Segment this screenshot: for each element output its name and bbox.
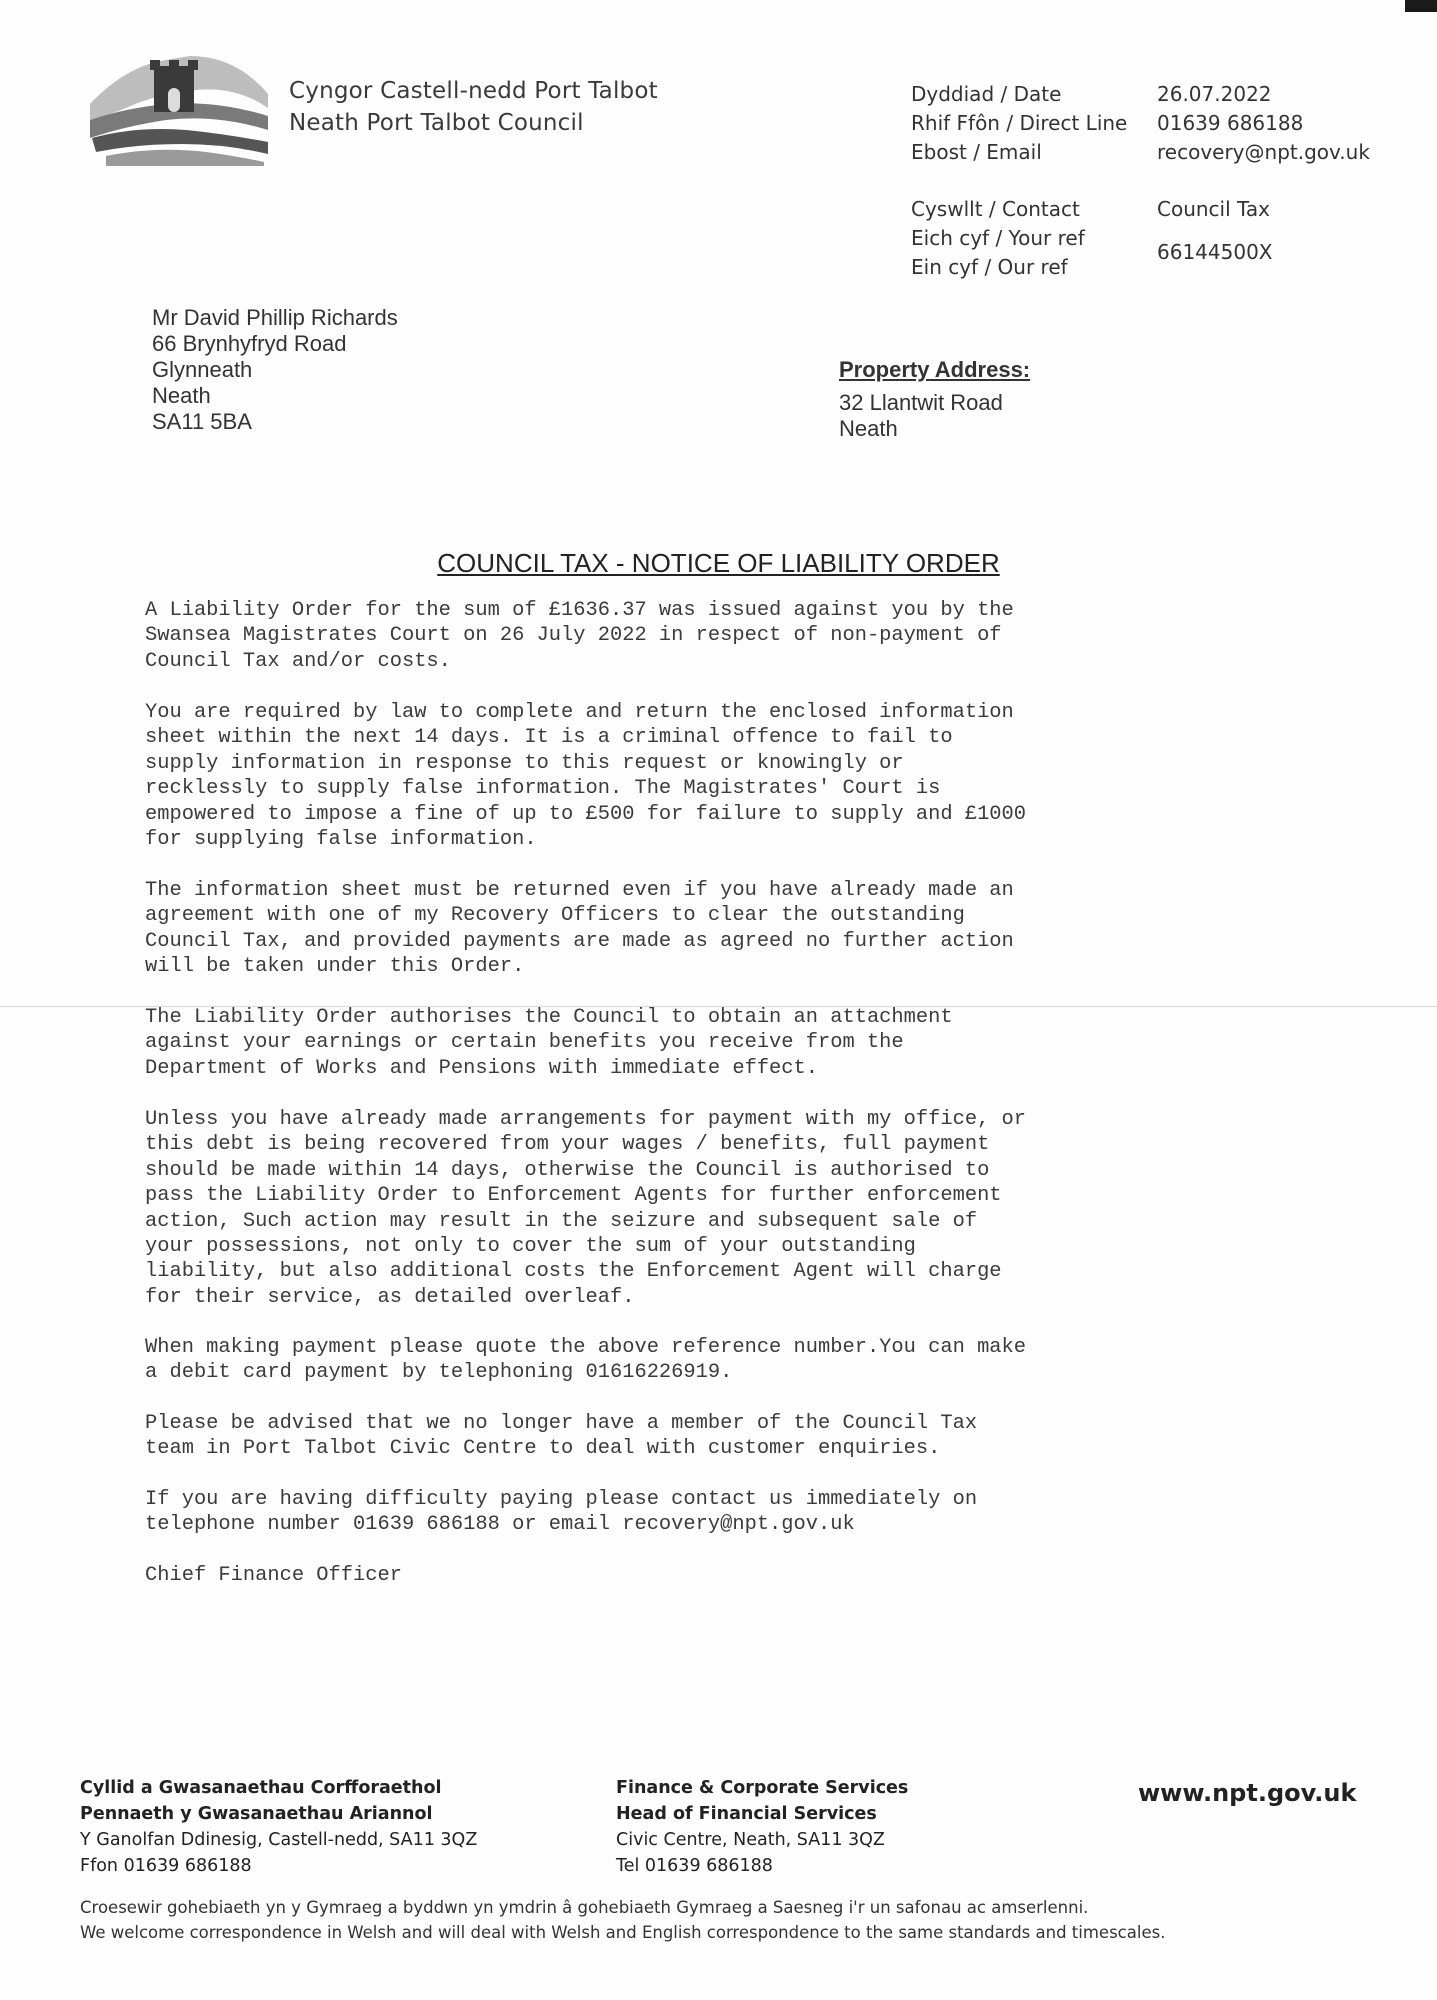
footer-notice-english: We welcome correspondence in Welsh and will deal with Welsh and English correspondence to the same standards and timescales. — [80, 1923, 1166, 1942]
footer-welsh-block — [80, 1775, 477, 1879]
footer-english-head: Head of Financial Services — [616, 1804, 877, 1824]
email-value: recovery@npt.gov.uk — [1157, 140, 1370, 164]
direct-line-value: 01639 686188 — [1157, 111, 1304, 135]
website-link[interactable]: www.npt.gov.uk — [1138, 1779, 1357, 1807]
footer-welsh-dept: Cyllid a Gwasanaethau Corfforaethol — [80, 1778, 442, 1798]
council-name-welsh: Cyngor Castell-nedd Port Talbot — [289, 78, 658, 104]
paragraph-liability-order: A Liability Order for the sum of £1636.37 was issued against you by the Swansea Magistrates Court on 26 July 2022 in respect of non-payment of Council Tax and/or costs. — [145, 599, 1014, 673]
recipient-name: Mr David Phillip Richards — [152, 305, 398, 330]
email-label: Ebost / Email — [911, 140, 1042, 164]
property-address-heading: Property Address: — [839, 357, 1031, 382]
date-value: 26.07.2022 — [1157, 82, 1272, 106]
scan-edge-mark — [1405, 0, 1437, 12]
property-address-line: 32 Llantwit Road — [839, 390, 1003, 415]
our-ref-label: Ein cyf / Our ref — [911, 255, 1068, 279]
footer-english-dept: Finance & Corporate Services — [616, 1778, 909, 1798]
paragraph-civic-centre: Please be advised that we no longer have a member of the Council Tax team in Port Talbot Civic Centre to deal with customer enquiries. — [145, 1412, 978, 1461]
direct-line-label: Rhif Ffôn / Direct Line — [911, 111, 1128, 135]
contact-value: Council Tax — [1157, 197, 1271, 221]
council-logo — [86, 46, 272, 166]
contact-label: Cyswllt / Contact — [911, 197, 1080, 221]
council-name-english: Neath Port Talbot Council — [289, 110, 584, 136]
paragraph-information-sheet: You are required by law to complete and return the enclosed information sheet within the next 14 days. It is a criminal offence to fail to supply information in response to this request or knowingly or recklessly to supply false information. The Magistrates' Court is empowered to impose a fine of up to £500 for failure to supply and £1000 for supplying false information. — [145, 701, 1027, 852]
paragraph-return-sheet: The information sheet must be returned even if you have already made an agreement with one of my Recovery Officers to clear the outstanding Council Tax, and provided payments are made as agreed no further action will be taken under this Order. — [145, 879, 1014, 979]
paragraph-payment: When making payment please quote the above reference number.You can make a debit card payment by telephoning 01616226919. — [145, 1336, 1027, 1385]
your-ref-label: Eich cyf / Your ref — [911, 226, 1085, 250]
footer-welsh-address: Y Ganolfan Ddinesig, Castell-nedd, SA11 3QZ — [80, 1830, 478, 1850]
footer-welsh-head: Pennaeth y Gwasanaethau Ariannol — [80, 1804, 433, 1824]
footer-english-block — [616, 1775, 908, 1879]
recipient-address-line: 66 Brynhyfryd Road — [152, 331, 347, 356]
footer-welsh-phone: Ffon 01639 686188 — [80, 1856, 252, 1876]
date-label: Dyddiad / Date — [911, 82, 1062, 106]
footer-english-phone: Tel 01639 686188 — [616, 1856, 773, 1876]
footer-english-address: Civic Centre, Neath, SA11 3QZ — [616, 1830, 885, 1850]
property-address-line: Neath — [839, 416, 898, 441]
paragraph-difficulty-paying: If you are having difficulty paying please contact us immediately on telephone number 01639 686188 or email recovery@npt.gov.uk — [145, 1488, 978, 1537]
paragraph-attachment: The Liability Order authorises the Council to obtain an attachment against your earnings or certain benefits you receive from the Department of Works and Pensions with immediate effect. — [145, 1006, 953, 1080]
paragraph-enforcement: Unless you have already made arrangements for payment with my office, or this debt is being recovered from your wages / benefits, full payment should be made within 14 days, otherwise the Council is authorised to pass the Liability Order to Enforcement Agents for further enforcement action, Such action may result in the seizure and subsequent sale of your possessions, not only to cover the sum of your outstanding liability, but also additional costs the Enforcement Agent will charge for their service, as detailed overleaf. — [145, 1108, 1027, 1309]
recipient-postcode: SA11 5BA — [152, 409, 252, 434]
our-ref-value: 66144500X — [1157, 240, 1273, 264]
notice-title: COUNCIL TAX - NOTICE OF LIABILITY ORDER — [437, 548, 1000, 578]
recipient-address-line: Neath — [152, 383, 211, 408]
recipient-address-line: Glynneath — [152, 357, 253, 382]
signature-title: Chief Finance Officer — [145, 1564, 402, 1587]
footer-notice-welsh: Croesewir gohebiaeth yn y Gymraeg a byddwn yn ymdrin â gohebiaeth Gymraeg a Saesneg i'r un safonau ac amserlenni. — [80, 1898, 1089, 1917]
